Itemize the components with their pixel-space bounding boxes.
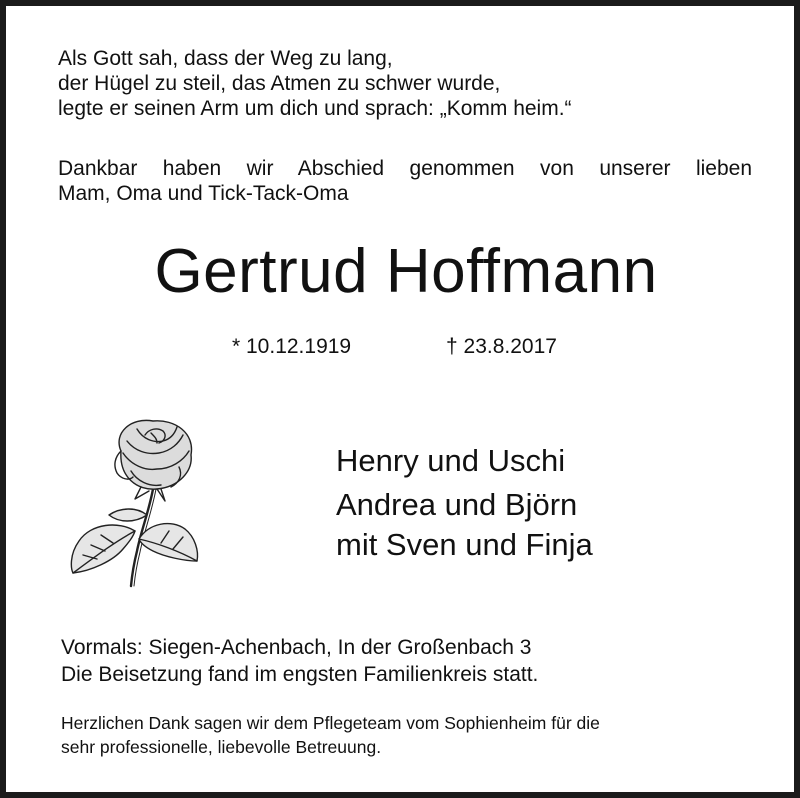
address-line: Vormals: Siegen-Achenbach, In der Großenbach 3 [61, 636, 532, 659]
family-line: Henry und Uschi [336, 443, 566, 478]
deceased-name: Gertrud Hoffmann [154, 237, 658, 306]
poem-line: Als Gott sah, dass der Weg zu lang, [58, 47, 393, 70]
family-line: Andrea und Björn [336, 487, 578, 522]
intro-text [58, 156, 752, 206]
poem-line: legte er seinen Arm um dich und sprach: „Komm heim.“ [58, 97, 572, 120]
address-info [61, 634, 538, 688]
family-names [336, 441, 593, 565]
family-line: mit Sven und Finja [336, 527, 593, 562]
closing-line: Herzlichen Dank sagen wir dem Pflegeteam vom Sophienheim für die [61, 713, 600, 733]
closing-line: sehr professionelle, liebevolle Betreuung. [61, 737, 382, 757]
closing-thanks [61, 711, 600, 759]
rose-icon [61, 411, 221, 589]
intro-line: Dankbar haben wir Abschied genommen von unserer lieben [58, 157, 752, 180]
birth-date: * 10.12.1919 [232, 335, 352, 358]
intro-line: Mam, Oma und Tick-Tack-Oma [58, 182, 349, 205]
burial-note: Die Beisetzung fand im engsten Familienkreis statt. [61, 663, 539, 686]
poem [58, 46, 758, 121]
poem-line: der Hügel zu steil, das Atmen zu schwer wurde, [58, 72, 501, 95]
death-date: † 23.8.2017 [446, 335, 557, 358]
